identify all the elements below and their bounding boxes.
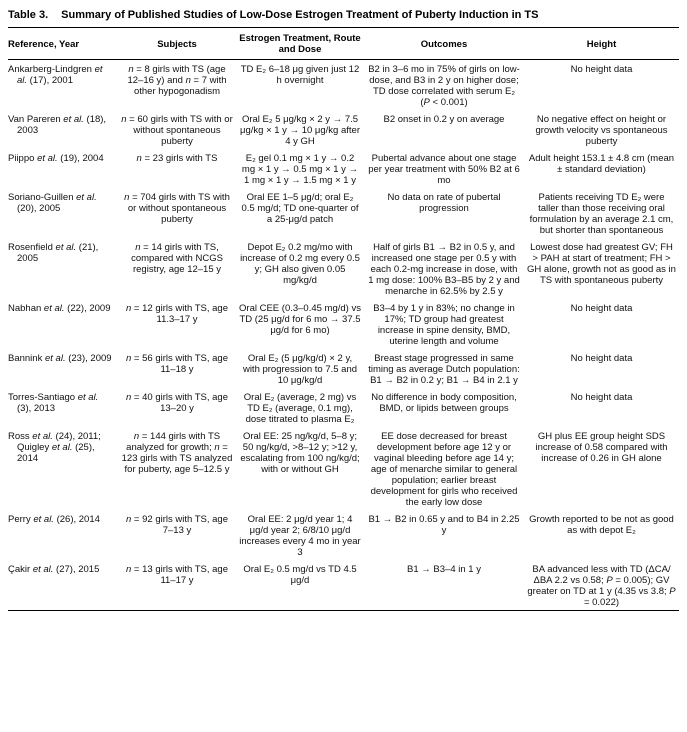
cell-text-treatment: Oral E₂ (5 μg/kg/d) × 2 y, with progression to 7.5 and 10 μg/kg/d (242, 353, 358, 386)
cell-treatment (236, 510, 364, 560)
cell-subjects (118, 510, 236, 560)
study-row (8, 388, 679, 427)
header-row (8, 28, 679, 60)
cell-text-outcomes: B1 → B3–4 in 1 y (407, 564, 481, 575)
cell-treatment (236, 427, 364, 510)
cell-text-height: No height data (570, 303, 633, 314)
cell-outcomes (364, 560, 524, 611)
cell-treatment (236, 349, 364, 388)
table-label: Table 3. (8, 9, 49, 21)
cell-text-treatment: TD E₂ 6–18 μg given just 12 h overnight (240, 64, 360, 86)
cell-text-reference: Van Pareren et al. (18), 2003 (8, 114, 107, 136)
cell-text-treatment: Depot E₂ 0.2 mg/mo with increase of 0.2 mg every 0.5 y; GH also given 0.05 mg/kg/d (240, 242, 360, 286)
table-header (8, 28, 679, 60)
cell-text-subjects: n = 23 girls with TS (136, 153, 218, 164)
cell-text-height: No height data (570, 392, 633, 403)
cell-height (524, 110, 679, 149)
cell-subjects (118, 60, 236, 111)
cell-outcomes (364, 110, 524, 149)
cell-text-treatment: Oral EE: 2 μg/d year 1; 4 μg/d year 2; 6/8/10 μg/d increases every 4 mo in year 3 (239, 514, 361, 558)
cell-treatment (236, 188, 364, 238)
cell-outcomes (364, 299, 524, 349)
cell-text-treatment: Oral EE 1–5 μg/d; oral E₂ 0.5 mg/d; TD one-quarter of a 25-μg/d patch (241, 192, 359, 225)
cell-treatment (236, 60, 364, 111)
cell-outcomes (364, 349, 524, 388)
cell-treatment (236, 388, 364, 427)
table-body (8, 60, 679, 611)
study-row (8, 110, 679, 149)
cell-text-subjects: n = 8 girls with TS (age 12–16 y) and n = 7 with other hypogonadism (127, 64, 227, 97)
cell-outcomes (364, 510, 524, 560)
cell-text-reference: Perry et al. (26), 2014 (8, 514, 100, 525)
cell-text-subjects: n = 13 girls with TS, age 11–17 y (125, 564, 229, 586)
cell-outcomes (364, 60, 524, 111)
cell-height (524, 60, 679, 111)
cell-text-outcomes: B3–4 by 1 y in 83%; no change in 17%; TD group had greatest increase in spine density, BMD, uterine length and volume (373, 303, 515, 347)
study-row (8, 149, 679, 188)
cell-text-outcomes: B2 in 3–6 mo in 75% of girls on low-dose, and B3 in 2 y on higher dose; TD dose correlated with serum E₂ (P < 0.001) (368, 64, 520, 108)
cell-subjects (118, 149, 236, 188)
cell-text-height: No height data (570, 353, 633, 364)
cell-text-height: Adult height 153.1 ± 4.8 cm (mean ± standard deviation) (528, 153, 675, 175)
cell-text-height: Patients receiving TD E₂ were taller than those receiving oral formulation by an average 2.1 cm, but shorter than spontaneous (529, 192, 674, 236)
column-header-subjects: Subjects (118, 28, 236, 60)
cell-reference (8, 388, 118, 427)
cell-text-reference: Bannink et al. (23), 2009 (8, 353, 112, 364)
study-row (8, 349, 679, 388)
cell-height (524, 349, 679, 388)
cell-treatment (236, 299, 364, 349)
cell-height (524, 149, 679, 188)
study-row (8, 238, 679, 299)
cell-text-height: No height data (570, 64, 633, 75)
cell-text-reference: Çakir et al. (27), 2015 (8, 564, 100, 575)
cell-outcomes (364, 388, 524, 427)
cell-height (524, 299, 679, 349)
cell-text-outcomes: No data on rate of pubertal progression (387, 192, 501, 214)
column-header-reference: Reference, Year (8, 28, 118, 60)
cell-text-height: BA advanced less with TD (ΔCA/ΔBA 2.2 vs 0.58; P = 0.005); GV greater on TD at 1 y (4.35 vs 3.8; P = 0.022) (527, 564, 676, 608)
cell-outcomes (364, 188, 524, 238)
cell-height (524, 510, 679, 560)
cell-text-reference: Rosenfield et al. (21), 2005 (8, 242, 99, 264)
study-row (8, 60, 679, 111)
cell-reference (8, 560, 118, 611)
cell-text-subjects: n = 704 girls with TS with or without spontaneous puberty (124, 192, 230, 225)
column-header-treatment: Estrogen Treatment, Route and Dose (236, 28, 364, 60)
cell-reference (8, 188, 118, 238)
cell-subjects (118, 238, 236, 299)
studies-table (8, 27, 679, 611)
cell-reference (8, 427, 118, 510)
study-row (8, 188, 679, 238)
cell-reference (8, 60, 118, 111)
cell-text-height: Lowest dose had greatest GV; FH > PAH at start of treatment; FH > GH alone, growth not as good as in TS with spontaneous puberty (527, 242, 676, 286)
cell-text-outcomes: EE dose decreased for breast development before age 12 y or vaginal bleeding before age 14 y; age of menarche similar to general population; earlier breast development for girls who received the early low dose (370, 431, 518, 508)
cell-text-outcomes: No difference in body composition, BMD, or lipids between groups (371, 392, 517, 414)
cell-subjects (118, 427, 236, 510)
cell-text-subjects: n = 56 girls with TS, age 11–18 y (125, 353, 229, 375)
cell-height (524, 388, 679, 427)
cell-height (524, 188, 679, 238)
cell-subjects (118, 388, 236, 427)
cell-text-treatment: Oral CEE (0.3–0.45 mg/d) vs TD (25 μg/d for 6 mo → 37.5 μg/d for 6 mo) (239, 303, 361, 336)
cell-subjects (118, 188, 236, 238)
column-header-outcomes: Outcomes (364, 28, 524, 60)
cell-text-outcomes: Half of girls B1 → B2 in 0.5 y, and increased one stage per 0.5 y with each 0.2-mg increase in dose, with 1 mg dose: 100% B3–B5 by 2 y and menarche in 62.5% by 2.5 y (368, 242, 520, 297)
cell-text-subjects: n = 92 girls with TS, age 7–13 y (125, 514, 229, 536)
cell-text-outcomes: Breast stage progressed in same timing as average Dutch population: B1 → B2 in 0.2 y; B1 → B4 in 2.1 y (368, 353, 520, 386)
cell-text-subjects: n = 144 girls with TS analyzed for growth; n = 123 girls with TS analyzed for puberty, age 5–12.5 y (121, 431, 233, 475)
table-title: Summary of Published Studies of Low-Dose Estrogen Treatment of Puberty Induction in TS (61, 9, 539, 21)
cell-text-reference: Torres-Santiago et al. (3), 2013 (8, 392, 99, 414)
cell-subjects (118, 349, 236, 388)
cell-text-subjects: n = 60 girls with TS with or without spontaneous puberty (121, 114, 233, 147)
cell-text-treatment: E₂ gel 0.1 mg × 1 y → 0.2 mg × 1 y → 0.5 mg × 1 y → 1 mg × 1 y → 1.5 mg × 1 y (241, 153, 359, 186)
cell-subjects (118, 299, 236, 349)
cell-text-subjects: n = 14 girls with TS, compared with NCGS registry, age 12–15 y (131, 242, 223, 275)
cell-text-treatment: Oral EE: 25 ng/kg/d, 5–8 y; 50 ng/kg/d, >8–12 y; >12 y, escalating from 100 ng/kg/d; with or without GH (240, 431, 360, 475)
cell-treatment (236, 560, 364, 611)
cell-text-treatment: Oral E₂ 0.5 mg/d vs TD 4.5 μg/d (243, 564, 357, 586)
cell-treatment (236, 238, 364, 299)
cell-text-reference: Piippo et al. (19), 2004 (8, 153, 104, 164)
cell-outcomes (364, 149, 524, 188)
table-caption (8, 9, 679, 21)
cell-text-height: GH plus EE group height SDS increase of 0.58 compared with increase of 0.26 in GH alone (535, 431, 668, 464)
cell-reference (8, 299, 118, 349)
cell-text-outcomes: B2 onset in 0.2 y on average (383, 114, 505, 125)
study-row (8, 560, 679, 611)
cell-text-reference: Soriano-Guillen et al. (20), 2005 (8, 192, 97, 214)
column-header-height: Height (524, 28, 679, 60)
cell-reference (8, 510, 118, 560)
cell-text-reference: Ross et al. (24), 2011; Quigley et al. (25), 2014 (8, 431, 101, 464)
cell-treatment (236, 110, 364, 149)
cell-text-reference: Ankarberg-Lindgren et al. (17), 2001 (8, 64, 103, 86)
cell-text-treatment: Oral E₂ (average, 2 mg) vs TD E₂ (average, 0.1 mg), dose titrated to plasma E₂ (243, 392, 357, 425)
cell-outcomes (364, 427, 524, 510)
cell-subjects (118, 560, 236, 611)
cell-height (524, 427, 679, 510)
cell-reference (8, 149, 118, 188)
cell-text-treatment: Oral E₂ 5 μg/kg × 2 y → 7.5 μg/kg × 1 y → 10 μg/kg after 4 y GH (240, 114, 360, 147)
study-row (8, 299, 679, 349)
cell-text-height: Growth reported to be not as good as with depot E₂ (529, 514, 674, 536)
cell-height (524, 238, 679, 299)
cell-reference (8, 110, 118, 149)
cell-text-subjects: n = 40 girls with TS, age 13–20 y (125, 392, 229, 414)
study-row (8, 427, 679, 510)
study-row (8, 510, 679, 560)
cell-text-subjects: n = 12 girls with TS, age 11.3–17 y (125, 303, 229, 325)
cell-subjects (118, 110, 236, 149)
cell-reference (8, 349, 118, 388)
cell-text-outcomes: Pubertal advance about one stage per year treatment with 50% B2 at 6 mo (368, 153, 520, 186)
cell-text-outcomes: B1 → B2 in 0.65 y and to B4 in 2.25 y (368, 514, 520, 536)
cell-text-reference: Nabhan et al. (22), 2009 (8, 303, 111, 314)
cell-reference (8, 238, 118, 299)
cell-treatment (236, 149, 364, 188)
cell-outcomes (364, 238, 524, 299)
cell-text-height: No negative effect on height or growth velocity vs spontaneous puberty (535, 114, 668, 147)
cell-height (524, 560, 679, 611)
